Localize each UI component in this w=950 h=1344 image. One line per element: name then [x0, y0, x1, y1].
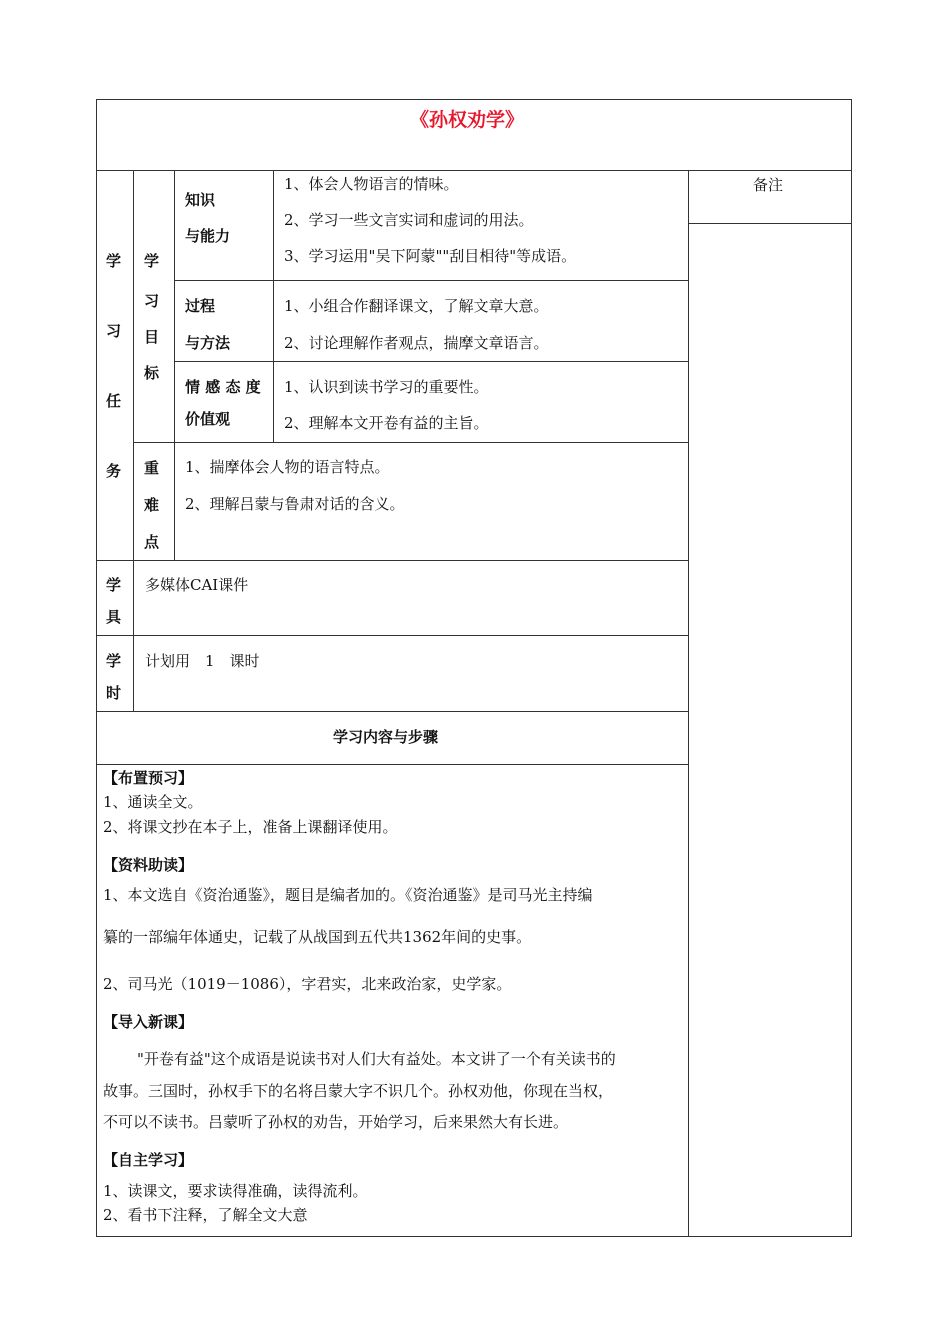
objective-item: 1、体会人物语言的情味。 — [284, 175, 459, 193]
objectives-end-divider — [133, 442, 688, 443]
self-study-line: 2、看书下注释，了解全文大意 — [103, 1206, 308, 1224]
remarks-header: 备注 — [753, 176, 784, 194]
intro-line: "开卷有益"这个成语是说读书对人们大有益处。本文讲了一个有关读书的 — [137, 1050, 616, 1068]
task-label-divider — [133, 170, 134, 711]
content-header: 学习内容与步骤 — [333, 728, 439, 746]
remarks-header-divider — [688, 223, 852, 224]
objective-item: 2、理解本文开卷有益的主旨。 — [284, 414, 489, 432]
preview-line: 1、通读全文。 — [103, 793, 203, 811]
objective-item: 2、学习一些文言实词和虚词的用法。 — [284, 211, 534, 229]
time-label-char: 时 — [106, 684, 122, 702]
task-label-char: 务 — [106, 462, 122, 480]
content-header-divider — [96, 764, 688, 765]
objective-category-label: 知识 — [185, 191, 216, 209]
task-label-char: 任 — [106, 392, 122, 410]
time-value: 计划用 1 课时 — [145, 652, 260, 670]
objectives-label-char: 标 — [144, 364, 160, 382]
objective-item: 1、小组合作翻译课文，了解文章大意。 — [284, 297, 549, 315]
process-row-divider — [174, 361, 688, 362]
objective-item: 3、学习运用"吴下阿蒙""刮目相待"等成语。 — [284, 247, 577, 265]
objective-item: 2、讨论理解作者观点，揣摩文章语言。 — [284, 334, 549, 352]
title-row-divider — [96, 170, 852, 171]
difficulty-item: 1、揣摩体会人物的语言特点。 — [185, 458, 390, 476]
section-heading-self-study: 【自主学习】 — [103, 1151, 194, 1169]
objective-category-label: 情 感 态 度 — [185, 378, 261, 396]
objective-item: 1、认识到读书学习的重要性。 — [284, 378, 489, 396]
tools-label-char: 学 — [106, 576, 122, 594]
difficulty-label-char: 重 — [144, 459, 160, 477]
tools-value: 多媒体CAI课件 — [145, 576, 249, 594]
objective-category-label: 过程 — [185, 297, 216, 315]
task-label-char: 学 — [106, 252, 122, 270]
section-heading-intro: 【导入新课】 — [103, 1013, 194, 1031]
difficulty-label-char: 难 — [144, 496, 160, 514]
intro-line: 不可以不读书。吕蒙听了孙权的劝告，开始学习，后来果然大有长进。 — [103, 1113, 569, 1131]
objectives-label-char: 习 — [144, 292, 160, 310]
remarks-column-divider — [688, 170, 689, 1237]
time-row-divider — [96, 711, 688, 712]
reference-line: 2、司马光（1019－1086），字君实，北来政治家，史学家。 — [103, 975, 512, 993]
page-title: 《孙权劝学》 — [410, 109, 525, 131]
objective-category-divider — [273, 170, 274, 442]
tools-label-char: 具 — [106, 608, 122, 626]
time-label-char: 学 — [106, 652, 122, 670]
task-end-divider — [96, 560, 688, 561]
objectives-label-char: 目 — [144, 328, 160, 346]
objective-category-label: 与能力 — [185, 227, 231, 245]
section-heading-reference: 【资料助读】 — [103, 856, 194, 874]
tools-row-divider — [96, 635, 688, 636]
reference-line: 纂的一部编年体通史，记载了从战国到五代共1362年间的史事。 — [103, 928, 532, 946]
intro-line: 故事。三国时，孙权手下的名将吕蒙大字不识几个。孙权劝他，你现在当权， — [103, 1082, 614, 1100]
knowledge-row-divider — [174, 280, 688, 281]
reference-line: 1、本文选自《资治通鉴》，题目是编者加的。《资治通鉴》是司马光主持编 — [103, 886, 593, 904]
section-heading-preview: 【布置预习】 — [103, 769, 194, 787]
difficulty-item: 2、理解吕蒙与鲁肃对话的含义。 — [185, 495, 405, 513]
objective-category-label: 价值观 — [185, 410, 231, 428]
objective-category-label: 与方法 — [185, 334, 231, 352]
objectives-label-char: 学 — [144, 252, 160, 270]
task-label-char: 习 — [106, 322, 122, 340]
preview-line: 2、将课文抄在本子上，准备上课翻译使用。 — [103, 818, 398, 836]
self-study-line: 1、读课文，要求读得准确，读得流利。 — [103, 1182, 368, 1200]
difficulty-label-char: 点 — [144, 533, 160, 551]
objectives-label-divider — [174, 170, 175, 442]
difficulty-label-divider — [174, 442, 175, 560]
